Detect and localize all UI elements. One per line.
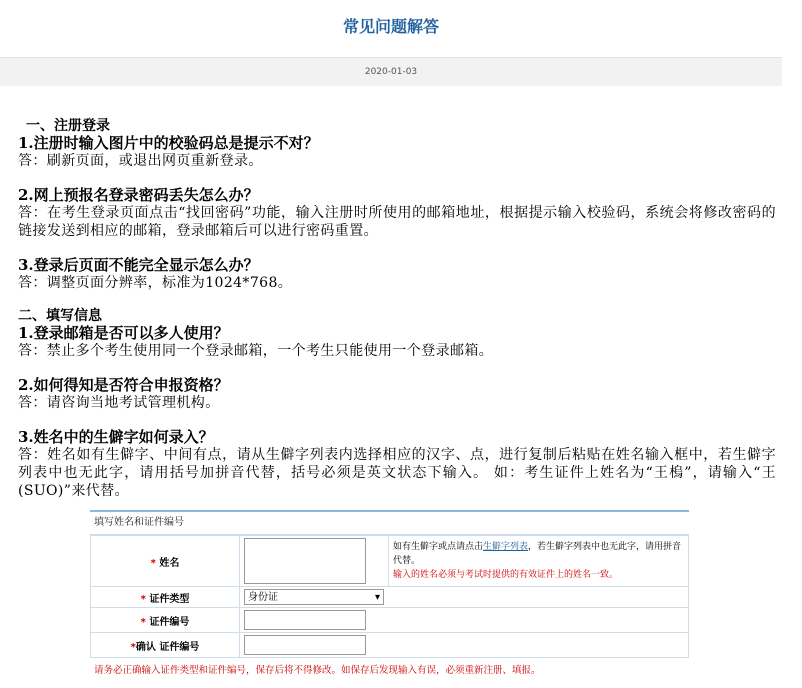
name-input[interactable] bbox=[244, 538, 366, 584]
question: 2.网上预报名登录密码丢失怎么办？ bbox=[18, 186, 259, 204]
section-heading: 二、填写信息 bbox=[18, 308, 102, 324]
idno-input[interactable] bbox=[244, 610, 366, 630]
answer: 答：禁止多个考生使用同一个登录邮箱，一个考生只能使用一个登录邮箱。 bbox=[18, 343, 494, 359]
name-note: 如有生僻字或点请点击生僻字列表，若生僻字列表中也无此字，请用拼音代替。 输入的姓名必须与考试时提供的有效证件上的姓名一致。 bbox=[389, 536, 689, 587]
form-caption: 填写姓名和证件编号 bbox=[90, 510, 689, 535]
answer: 答：刷新页面，或退出网页重新登录。 bbox=[18, 153, 263, 169]
publish-date: 2020-01-03 bbox=[364, 67, 418, 77]
required-star: * bbox=[150, 557, 156, 569]
question: 3.登录后页面不能完全显示怎么办？ bbox=[18, 256, 259, 274]
section-heading: 一、注册登录 bbox=[26, 118, 110, 134]
form-row-idtype bbox=[91, 587, 689, 608]
answer: 答：姓名如有生僻字、中间有点，请从生僻字列表内选择相应的汉字、点，进行复制后粘贴在姓名输入框中，若生僻字列表中也无此字，请用括号加拼音代替，括号必须是英文状态下输入。 如：考生证件上姓名为“王㮧”，请输入“王(SUO)”来代替。 bbox=[18, 447, 776, 499]
example-form-image bbox=[90, 510, 689, 676]
form-row-name bbox=[91, 536, 689, 587]
page-title: 常见问题解答 bbox=[342, 17, 439, 36]
faq-content bbox=[18, 118, 776, 500]
chevron-down-icon: ▾ bbox=[374, 592, 380, 603]
answer: 答：在考生登录页面点击“找回密码”功能，输入注册时所使用的邮箱地址，根据提示输入校验码，系统会将修改密码的链接发送到相应的邮箱，登录邮箱后可以进行密码重置。 bbox=[18, 205, 776, 239]
answer: 答：调整页面分辨率，标准为1024*768。 bbox=[18, 275, 293, 291]
idconfirm-input[interactable] bbox=[244, 635, 366, 655]
form-warning: 请务必正确输入证件类型和证件编号，保存后将不得修改。如保存后发现输入有误，必须重新注册、填报。 bbox=[94, 665, 541, 676]
question: 2.如何得知是否符合申报资格？ bbox=[18, 376, 229, 394]
rare-char-list-link[interactable]: 生僻字列表 bbox=[483, 542, 529, 552]
form-table bbox=[90, 535, 689, 658]
date-bar bbox=[0, 57, 782, 86]
idtype-label: * 证件类型 bbox=[91, 587, 240, 608]
form-row-idconfirm bbox=[91, 633, 689, 658]
answer: 答：请咨询当地考试管理机构。 bbox=[18, 395, 220, 411]
question: 1.登录邮箱是否可以多人使用？ bbox=[18, 324, 229, 342]
idno-label: * 证件编号 bbox=[91, 608, 240, 633]
name-warning: 输入的姓名必须与考试时提供的有效证件上的姓名一致。 bbox=[393, 570, 619, 580]
name-label: * 姓名 bbox=[91, 536, 240, 587]
question: 1.注册时输入图片中的校验码总是提示不对？ bbox=[18, 134, 319, 152]
question: 3.姓名中的生僻字如何录入？ bbox=[18, 428, 214, 446]
idconfirm-label: *确认 证件编号 bbox=[91, 633, 240, 658]
form-row-idno bbox=[91, 608, 689, 633]
idtype-select[interactable]: 身份证 ▾ bbox=[244, 589, 384, 605]
